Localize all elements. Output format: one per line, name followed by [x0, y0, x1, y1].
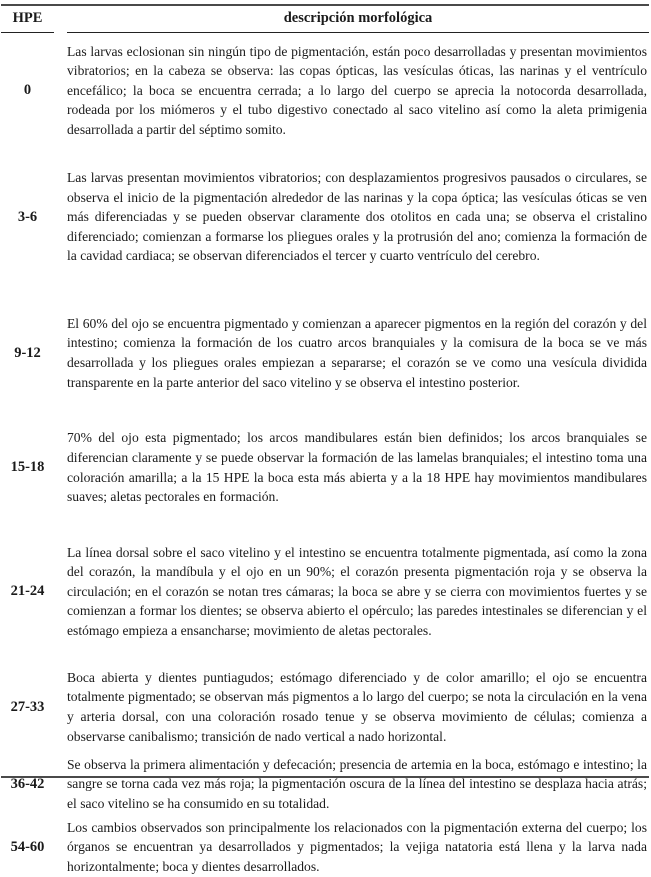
description-cell: Los cambios observados son principalmente los relacionados con la pigmentación externa del cuerpo; los órganos se encuentran ya desarrollados y pigmentados; la vejiga natatoria está llena y la larva nada horizontalmente; boca y dientes desarrollados. — [67, 819, 647, 874]
description-cell: Las larvas eclosionan sin ningún tipo de pigmentación, están poco desarrolladas y presentan movimientos vibratorios; en la cabeza se observa: las copas ópticas, las vesículas óticas, las narinas y el ventrículo encefálico; la boca se encuentra cerrada; a lo largo del cuerpo se aprecia la notocorda desarrollada, rodeada por los miómeros y el tubo digestivo conectado al saco vitelino así como la aleta primigenia desarrollada a partir del séptimo somito. — [67, 43, 647, 137]
table-row — [1, 38, 649, 143]
table-header — [1, 6, 649, 33]
table-row — [1, 663, 649, 751]
header-hpe: HPE — [1, 6, 54, 33]
hpe-cell: 54-60 — [10, 838, 45, 855]
table-row — [1, 751, 649, 817]
description-cell: Se observa la primera alimentación y defecación; presencia de artemia en la boca, estómago e intestino; la sangre se torna cada vez más roja; la pigmentación oscura de la línea del intestino se desplaza hacia atrás; el saco vitelino se ha consumido en su totalidad. — [67, 756, 647, 811]
description-cell: El 60% del ojo se encuentra pigmentado y comienzan a aparecer pigmentos en la región del corazón y del intestino; comienza la formación de los cuatro arcos branquiales y la comisura de la boca se ve más desarrollada y los pliegues orales empiezan a separarse; el corazón se ve como una vesícula dividida transparente en la parte anterior del saco vitelino y se observa el intestino posterior. — [67, 315, 647, 390]
table-row — [1, 817, 649, 877]
hpe-cell: 15-18 — [10, 459, 45, 475]
header-description: descripción morfológica — [67, 6, 649, 33]
hpe-cell: 9-12 — [14, 344, 41, 361]
description-cell: Las larvas presentan movimientos vibratorios; con desplazamientos progresivos pausados o circulares, se observa el inicio de la pigmentación alrededor de las narinas y la copa óptica; las vesículas óticas se ven más diferenciadas y se pueden observar claramente dos otolitos en cada una; se observa el cristalino diferenciado; comienzan a formarse los pliegues orales y la protrusión del ano; comienza la formación de la cavidad cardiaca; se observan diferenciados el tercer y cuarto ventrículo del cerebro. — [67, 170, 647, 264]
table-row — [1, 143, 649, 291]
hpe-cell: 27-33 — [10, 698, 45, 715]
morphology-table — [1, 4, 649, 874]
hpe-cell: 36-42 — [10, 775, 45, 792]
table-row — [1, 291, 649, 415]
description-cell: 70% del ojo esta pigmentado; los arcos mandibulares están bien definidos; los arcos branquiales se diferencian claramente y se puede observar la formación de las lamelas branquiales; el intestino toma una coloración amarilla; a la 15 HPE la boca esta más abierta y a la 18 HPE hay movimientos mandibulares suaves; aletas pectorales en formación. — [67, 430, 647, 505]
description-cell: La línea dorsal sobre el saco vitelino y el intestino se encuentra totalmente pigmentada, así como la zona del corazón, la mandíbula y el ojo en un 90%; el corazón presenta pigmentación roja y se observa la circulación; en el corazón se notan tres cámaras; la boca se abre y se cierra con movimientos fuertes y se comienzan a formar los dientes; se observa abierto el opérculo; las paredes intestinales se diferencian y el estómago empieza a ensancharse; movimiento de aletas pectorales. — [67, 544, 647, 638]
table-row — [1, 415, 649, 520]
hpe-cell: 3-6 — [17, 208, 38, 225]
hpe-cell: 21-24 — [10, 583, 45, 599]
hpe-cell: 0 — [23, 82, 32, 98]
table-row — [1, 520, 649, 663]
description-cell: Boca abierta y dientes puntiagudos; estómago diferenciado y de color amarillo; el ojo se encuentra totalmente pigmentado; se observan más pigmentos a lo largo del cuerpo; se nota la circulación en la vena y arteria dorsal, con una coloración rosado tenue y se observa movimiento de células; comienza a observarse canibalismo; transición de nado vertical a nado horizontal. — [67, 669, 647, 744]
